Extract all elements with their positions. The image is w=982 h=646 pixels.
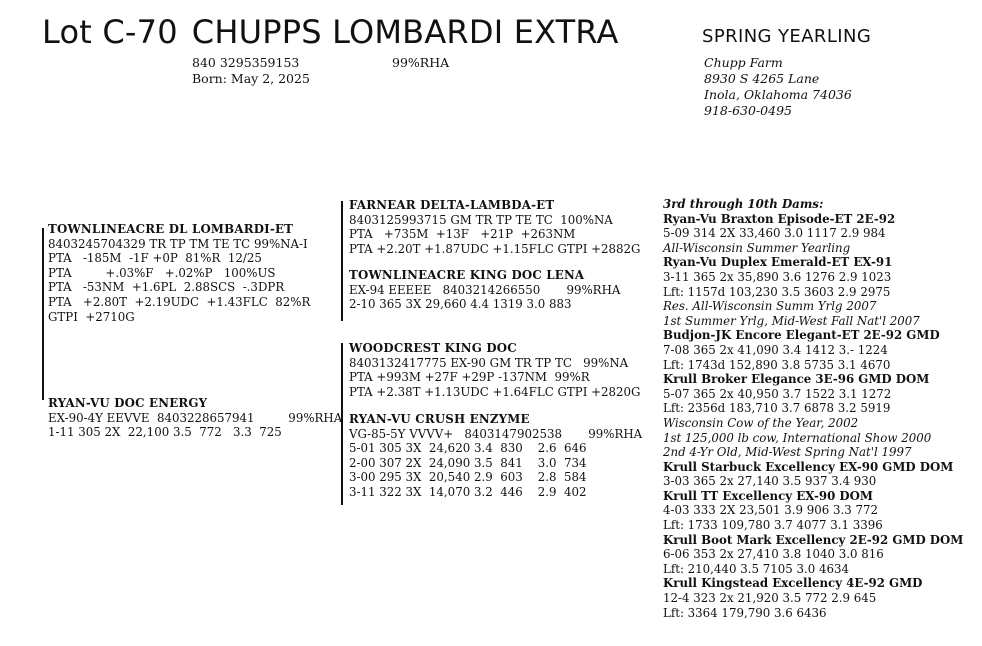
sire-block — [48, 222, 310, 324]
sire-dam-line: 2-10 365 3X 29,660 4.4 1319 3.0 883 — [349, 297, 572, 312]
dam-name: RYAN-VU DOC ENERGY — [48, 396, 208, 410]
sire-line: PTA +.03%F +.02%P 100%US — [48, 265, 276, 280]
dam-entry-honor: 1st 125,000 lb cow, International Show 2000 — [663, 430, 932, 445]
dam-entry-name: Ryan-Vu Duplex Emerald-ET EX-91 — [663, 255, 893, 270]
dam-line: 1-11 305 2X 22,100 3.5 772 3.3 725 — [48, 425, 282, 440]
dam-entry-honor: All-Wisconsin Summer Yearling — [663, 240, 851, 255]
sire-sire-block — [349, 198, 640, 256]
sire-dam-block — [349, 268, 620, 312]
sire-sire-line: PTA +2.20T +1.87UDC +1.15FLC GTPI +2882G — [349, 241, 641, 256]
dam-entry-record: Lft: 2356d 183,710 3.7 6878 3.2 5919 — [663, 401, 891, 416]
lot-number: Lot C-70 — [42, 13, 178, 51]
sire-line: PTA -53NM +1.6PL 2.88SCS -.3DPR — [48, 280, 285, 295]
dam-entry-record: Lft: 210,440 3.5 7105 3.0 4634 — [663, 561, 850, 576]
dam-dam-line: 3-11 322 3X 14,070 3.2 446 2.9 402 — [349, 484, 587, 499]
dam-entry-record: Lft: 1743d 152,890 3.8 5735 3.1 4670 — [663, 357, 891, 372]
sire-dam-line: EX-94 EEEEE 8403214266550 99%RHA — [349, 282, 621, 297]
rha-percentage: 99%RHA — [392, 55, 450, 70]
dam-entry-name: Krull Starbuck Excellency EX-90 GMD DOM — [663, 459, 954, 474]
extended-dams — [663, 197, 963, 620]
sire-sire-line: PTA +735M +13F +21P +263NM — [349, 227, 576, 242]
breeder-name: Chupp Farm — [704, 55, 783, 70]
category-label: SPRING YEARLING — [702, 26, 872, 47]
dam-entry-record: Lft: 3364 179,790 3.6 6436 — [663, 605, 827, 620]
dam-entry-record: 5-07 365 2x 40,950 3.7 1522 3.1 1272 — [663, 386, 892, 401]
dam-entry-record: 4-03 333 2X 23,501 3.9 906 3.3 772 — [663, 503, 879, 518]
dam-entry-record: 3-03 365 2x 27,140 3.5 937 3.4 930 — [663, 474, 877, 489]
dam-entry-name: Krull TT Excellency EX-90 DOM — [663, 488, 873, 503]
dam-block — [48, 396, 342, 440]
dam-dam-line: 2-00 307 2X 24,090 3.5 841 3.0 734 — [349, 455, 587, 470]
sire-sire-line: 8403125993715 GM TR TP TE TC 100%NA — [349, 212, 613, 227]
dam-entry-name: Krull Boot Mark Excellency 2E-92 GMD DOM — [663, 532, 964, 547]
sire-sire-name: FARNEAR DELTA-LAMBDA-ET — [349, 198, 555, 212]
extended-dams-heading: 3rd through 10th Dams: — [663, 197, 824, 211]
breeder-phone: 918-630-0495 — [704, 103, 792, 118]
pedigree-line-sire — [341, 201, 343, 321]
dam-entry-record: 6-06 353 2x 27,410 3.8 1040 3.0 816 — [663, 547, 884, 562]
breeder-city: Inola, Oklahoma 74036 — [704, 87, 852, 102]
dam-entry-honor: Res. All-Wisconsin Summ Yrlg 2007 — [663, 299, 877, 314]
dam-entry-name: Budjon-JK Encore Elegant-ET 2E-92 GMD — [663, 328, 940, 343]
dam-entry-name: Krull Broker Elegance 3E-96 GMD DOM — [663, 372, 930, 387]
pedigree-line-main — [42, 228, 44, 400]
dam-entry-record: Lft: 1733 109,780 3.7 4077 3.1 3396 — [663, 518, 883, 533]
dam-entry-record: 7-08 365 2x 41,090 3.4 1412 3.- 1224 — [663, 342, 888, 357]
dam-dam-name: RYAN-VU CRUSH ENZYME — [349, 412, 530, 426]
dam-dam-block — [349, 412, 642, 500]
extended-dams-list — [663, 212, 963, 621]
sire-line: GTPI +2710G — [48, 309, 135, 324]
dam-sire-block — [349, 341, 640, 399]
dam-entry-record: 3-11 365 2x 35,890 3.6 1276 2.9 1023 — [663, 269, 892, 284]
animal-name: CHUPPS LOMBARDI EXTRA — [191, 13, 619, 51]
dam-sire-name: WOODCREST KING DOC — [349, 341, 517, 355]
dam-entry-record: 5-09 314 2X 33,460 3.0 1117 2.9 984 — [663, 226, 886, 241]
breeder-info — [704, 55, 852, 119]
dam-entry-honor: 2nd 4-Yr Old, Mid-West Spring Nat'l 1997 — [663, 445, 912, 460]
dam-line: EX-90-4Y EEVVE 8403228657941 99%RHA — [48, 410, 343, 425]
dam-entry-honor: 1st Summer Yrlg, Mid-West Fall Nat'l 2007 — [663, 313, 920, 328]
dam-entry-name: Krull Kingstead Excellency 4E-92 GMD — [663, 576, 923, 591]
dam-dam-line: VG-85-5Y VVVV+ 8403147902538 99%RHA — [349, 426, 643, 441]
dam-dam-line: 3-00 295 3X 20,540 2.9 603 2.8 584 — [349, 470, 587, 485]
dam-sire-line: PTA +2.38T +1.13UDC +1.64FLC GTPI +2820G — [349, 384, 641, 399]
page-title — [42, 12, 619, 52]
sire-name: TOWNLINEACRE DL LOMBARDI-ET — [48, 222, 294, 236]
sire-line: 8403245704329 TR TP TM TE TC 99%NA-I — [48, 236, 308, 251]
dam-dam-line: 5-01 305 3X 24,620 3.4 830 2.6 646 — [349, 441, 587, 456]
sire-line: PTA -185M -1F +0P 81%R 12/25 — [48, 251, 262, 266]
dam-sire-line: PTA +993M +27F +29P -137NM 99%R — [349, 370, 590, 385]
dam-entry-record: 12-4 323 2x 21,920 3.5 772 2.9 645 — [663, 591, 877, 606]
dam-entry-name: Ryan-Vu Braxton Episode-ET 2E-92 — [663, 211, 896, 226]
dam-sire-line: 8403132417775 EX-90 GM TR TP TC 99%NA — [349, 355, 629, 370]
breeder-street: 8930 S 4265 Lane — [704, 71, 820, 86]
registration-number: 840 3295359153 — [192, 55, 300, 70]
dam-entry-honor: Wisconsin Cow of the Year, 2002 — [663, 415, 859, 430]
dam-entry-record: Lft: 1157d 103,230 3.5 3603 2.9 2975 — [663, 284, 891, 299]
sire-line: PTA +2.80T +2.19UDC +1.43FLC 82%R — [48, 294, 311, 309]
sire-dam-name: TOWNLINEACRE KING DOC LENA — [349, 268, 585, 282]
birth-date: Born: May 2, 2025 — [192, 71, 310, 86]
